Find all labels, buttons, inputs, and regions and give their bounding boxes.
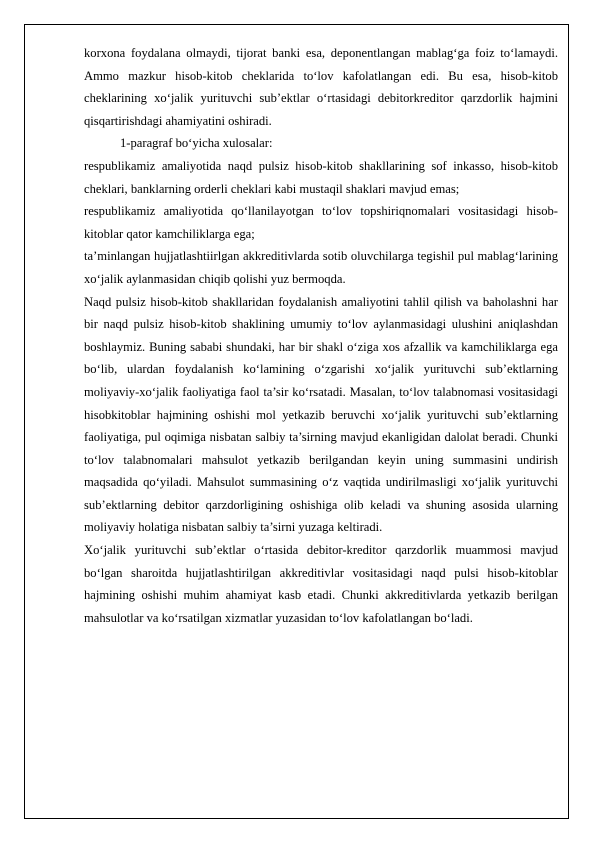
conclusion-item-missing-forms: respublikamiz amaliyotida naqd pulsiz hisob-kitob shakllarining sof inkasso, hisob-kitob cheklari, banklarning orderli cheklari kabi mustaqil shaklari mavjud emas; [84,158,558,196]
document-body [84,42,558,629]
conclusion-item-letters-of-credit: ta’minlangan hujjatlashtiirlgan akkreditivlarda sotib oluvchilarga tegishil pul mablag‘larining xo‘jalik aylanmasidan chiqib qolishi yuz bermoqda. [84,249,558,286]
paragraph-analysis-method: Naqd pulsiz hisob-kitob shakllaridan foydalanish amaliyotini tahlil qilish va baholashni har bir naqd pulsiz hisob-kitob shaklining umumiy to‘lov aylanmasidagi ulushini aniqlashdan boshlaymiz. Buning sababi shundaki, har bir shakl o‘ziga xos afzallik va kamchiliklarga ega bo‘lib, ulardan foydalanish ko‘lamining o‘zgarishi xo‘jalik yurituvchi sub’ektlarning moliyaviy-xo‘jalik faoliyatiga faol ta’sir ko‘rsatadi. Masalan, to‘lov talabnomasi vositasidagi hisobkitoblar hajmining oshishi mol yetkazib beruvchi xo‘jalik yurituvchi sub’ektlarning faoliyatiga, pul oqimiga nisbatan salbiy ta’sirning mavjud ekanligidan dalolat beradi. Chunki to‘lov talabnomalari mahsulot yetkazib berilgandan keyin uning summasini undirish maqsadida qo‘yiladi. Mahsulot summasining o‘z vaqtida undirilmasligi xo‘jalik yurituvchi sub’ektlarning debitor qarzdorligining oshishiga olib keladi va shuning asosida ularning moliyaviy holatiga nisbatan salbiy ta’sirni yuzaga keltiradi. [84,294,558,535]
paragraph-deponent-cheques: korxona foydalana olmaydi, tijorat banki esa, deponentlangan mablag‘ga foiz to‘lamaydi. Ammo mazkur hisob-kitob cheklarida to‘lov kafolatlangan edi. Bu esa, hisob-kitob cheklarining xo‘jalik yurituvchi sub’ektlar o‘rtasidagi debitorkreditor qarzdorlik hajmini qisqartirishdagi ahamiyatini oshiradi. [84,46,558,128]
section-conclusions-heading: 1-paragraf bo‘yicha xulosalar: [120,136,273,151]
paragraph-debt-problem: Xo‘jalik yurituvchi sub’ektlar o‘rtasida debitor-kreditor qarzdorlik muammosi mavjud bo‘lgan sharoitda hujjatlashtirilgan akkreditivlar vositasidagi naqd pulsi hisob-kitoblar hajmining oshishi muhim ahamiyat kasb etadi. Chunki akkreditivlarda yetkazib berilgan mahsulotlar va ko‘rsatilgan xizmatlar yuzasidan to‘lov kafolatlangan bo‘ladi. [84,543,558,625]
conclusion-item-payment-orders: respublikamiz amaliyotida qo‘llanilayotgan to‘lov topshiriqnomalari vositasidagi hisob-kitoblar qator kamchiliklarga ega; [84,204,558,241]
